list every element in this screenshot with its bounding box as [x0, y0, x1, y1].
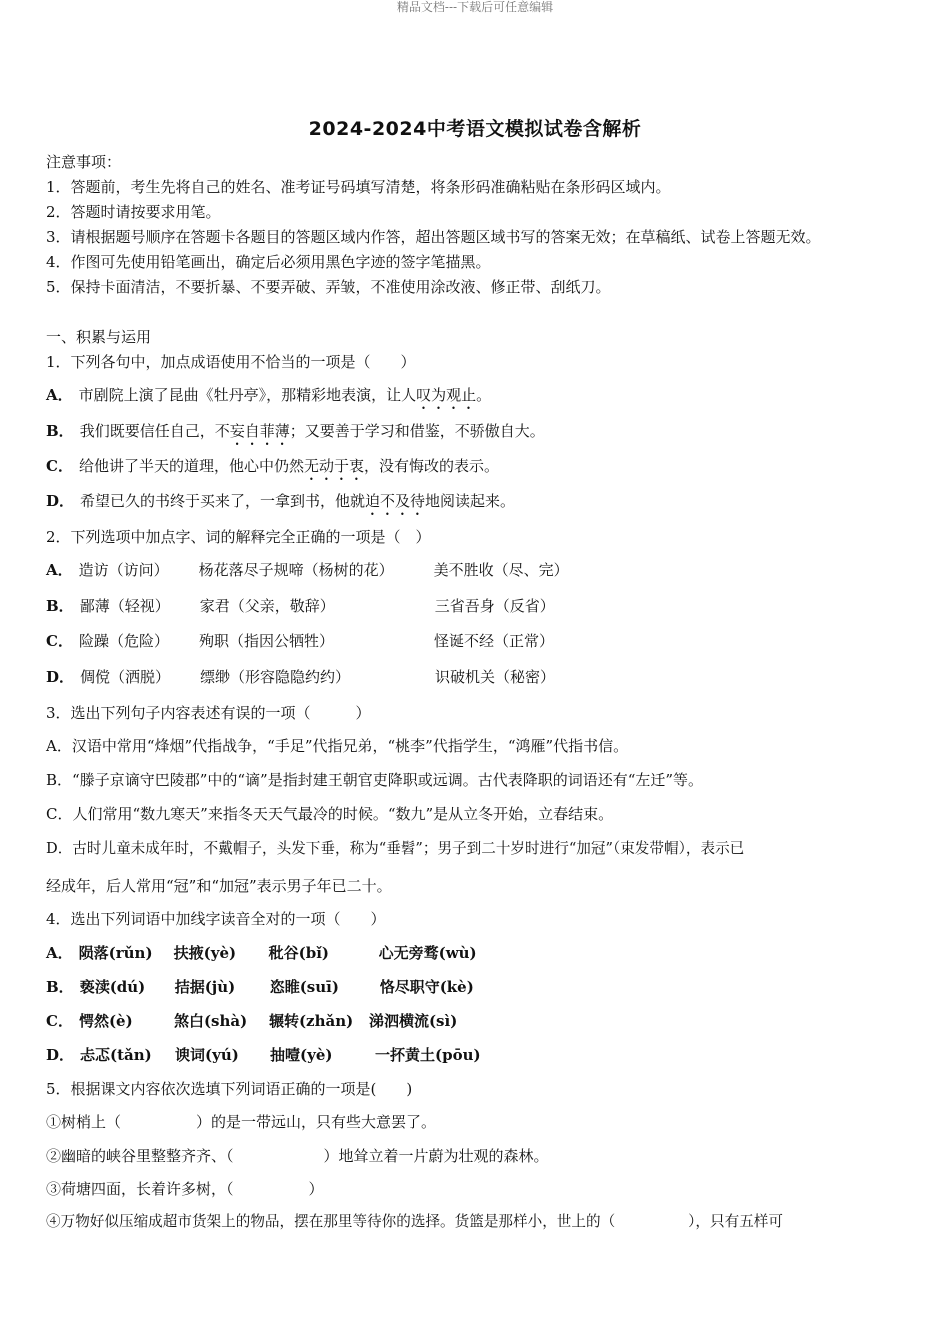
q5-sentence-1: ①树梢上（ ）的是一带远山，只有些大意罢了。	[46, 1113, 437, 1131]
q2-option-c: C． 险躁（危险） 殉职（指因公牺牲） 怪诞不经（正常）	[46, 632, 554, 650]
q1-option-a: A． 市剧院上演了昆曲《牡丹亭》，那精彩地表演，让人叹为观止。	[46, 386, 492, 404]
q3-stem: 3．选出下列句子内容表述有误的一项（ ）	[46, 704, 371, 722]
page-title: 2024-2024中考语文模拟试卷含解析	[308, 118, 642, 140]
q1-stem: 1．下列各句中，加点成语使用不恰当的一项是（ ）	[46, 353, 416, 371]
page-header: 精品文档---下载后可任意编辑	[396, 0, 554, 14]
q2-option-a: A． 造访（访问） 杨花落尽子规啼（杨树的花） 美不胜收（尽、完）	[46, 561, 569, 579]
notes-item: 5．保持卡面清洁，不要折暴、不要弄破、弄皱，不准使用涂改液、修正带、刮纸刀。	[46, 278, 611, 296]
q5-stem: 5．根据课文内容依次选填下列词语正确的一项是( )	[46, 1080, 413, 1098]
notes-item: 1．答题前，考生先将自己的姓名、准考证号码填写清楚，将条形码准确粘贴在条形码区域内。	[46, 178, 671, 196]
q2-option-b: B． 鄙薄（轻视） 家君（父亲，敬辞） 三省吾身（反省）	[46, 597, 555, 615]
q4-option-c: C． 愕然(è) 煞白(shà) 辗转(zhǎn) 涕泗横流(sì)	[46, 1012, 458, 1030]
q3-option-c: C．人们常用“数九寒天”来指冬天天气最冷的时候。“数九”是从立冬开始，立春结束。	[46, 805, 614, 823]
dotted-idiom: 叹为观止	[416, 386, 477, 404]
q3-option-b: B．“滕子京谪守巴陵郡”中的“谪”是指封建王朝官吏降职或远调。古代表降职的词语还有“左迁”等。	[46, 771, 704, 789]
q4-option-d: D． 忐忑(tǎn) 谀词(yú) 抽噎(yè) 一抔黄土(pōu)	[46, 1046, 481, 1064]
q1-option-b: B． 我们既要信任自己，不妄自菲薄；又要善于学习和借鉴，不骄傲自大。	[46, 422, 545, 440]
q3-option-d-cont: 经成年，后人常用“冠”和“加冠”表示男子年已二十。	[46, 877, 392, 895]
q2-option-d: D． 倜傥（洒脱） 缥缈（形容隐隐约约） 识破机关（秘密）	[46, 668, 556, 686]
notes-item: 3．请根据题号顺序在答题卡各题目的答题区域内作答，超出答题区域书写的答案无效；在草稿纸、试卷上答题无效。	[46, 228, 821, 246]
q5-sentence-3: ③荷塘四面，长着许多树，（ ）	[46, 1180, 324, 1198]
dotted-idiom: 迫不及待	[365, 492, 426, 510]
q3-option-d: D．古时儿童未成年时，不戴帽子，头发下垂，称为“垂髫”；男子到二十岁时进行“加冠”（束发带帽），表示已	[46, 840, 745, 857]
notes-item: 2．答题时请按要求用笔。	[46, 203, 221, 221]
option-label: B．	[46, 422, 74, 440]
q4-option-b: B． 亵渎(dú) 拮据(jù) 恣睢(suī) 恪尽职守(kè)	[46, 978, 474, 996]
q1-option-d: D． 希望已久的书终于买来了，一拿到书，他就迫不及待地阅读起来。	[46, 492, 516, 510]
section-heading: 一、积累与运用	[46, 328, 152, 346]
q5-sentence-2: ②幽暗的峡谷里整整齐齐、（ ）地耸立着一片蔚为壮观的森林。	[46, 1147, 549, 1165]
notes-item: 4．作图可先使用铅笔画出，确定后必须用黑色字迹的签字笔描黑。	[46, 253, 491, 271]
option-label: C．	[46, 457, 73, 475]
q5-sentence-4: ④万物好似压缩成超市货架上的物品，摆在那里等待你的选择。货篮是那样小，世上的（ ），只有五样可	[46, 1213, 783, 1230]
option-label: A．	[46, 386, 73, 404]
q4-option-a: A． 陨落(rǔn) 扶掖(yè) 秕谷(bǐ) 心无旁骛(wù)	[46, 944, 477, 962]
q4-stem: 4．选出下列词语中加线字读音全对的一项（ ）	[46, 910, 386, 928]
dotted-idiom: 妄自菲薄	[229, 422, 290, 440]
q1-option-c: C． 给他讲了半天的道理，他心中仍然无动于衷，没有悔改的表示。	[46, 457, 499, 475]
q2-stem: 2．下列选项中加点字、词的解释完全正确的一项是（ ）	[46, 528, 431, 546]
q3-option-a: A．汉语中常用“烽烟”代指战争，“手足”代指兄弟，“桃李”代指学生，“鸿雁”代指书信。	[46, 737, 629, 755]
option-label: D．	[46, 492, 75, 510]
dotted-idiom: 无动于衷	[303, 457, 364, 475]
notes-heading: 注意事项：	[46, 153, 122, 171]
